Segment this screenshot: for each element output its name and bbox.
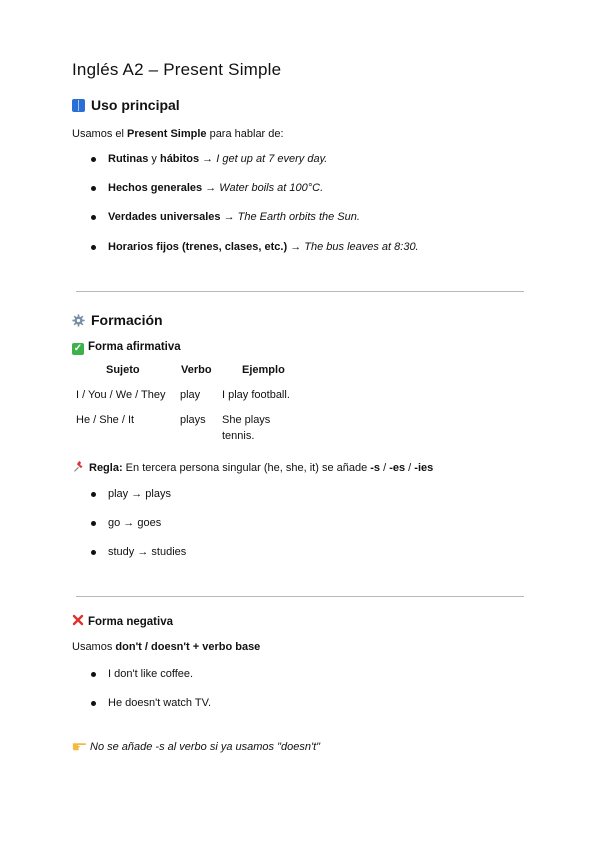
page-title: Inglés A2 – Present Simple xyxy=(72,60,282,79)
divider xyxy=(76,596,524,597)
list-item: Horarios fijos (trenes, clases, etc.) → The bus leaves at 8:30. xyxy=(108,241,419,253)
book-icon xyxy=(72,99,85,112)
bullet xyxy=(91,215,96,220)
table-cell: I play football. xyxy=(222,389,290,401)
list-item: He doesn't watch TV. xyxy=(108,697,211,709)
cross-icon xyxy=(72,614,84,626)
bullet xyxy=(91,157,96,162)
list-item: Verdades universales → The Earth orbits the Sun. xyxy=(108,211,360,223)
table-cell: I / You / We / They xyxy=(76,389,166,401)
bullet xyxy=(91,550,96,555)
bullet xyxy=(91,186,96,191)
gear-icon xyxy=(72,314,85,327)
rule-note: Regla: En tercera persona singular (he, she, it) se añade -s / -es / -ies xyxy=(72,460,433,474)
bullet xyxy=(91,492,96,497)
negativa-intro: Usamos don't / doesn't + verbo base xyxy=(72,641,261,653)
negativa-note: No se añade -s al verbo si ya usamos "doesn't" xyxy=(72,739,320,753)
section-heading-formacion xyxy=(72,312,163,328)
table-cell: play xyxy=(180,389,201,401)
section-heading-formacion-text: Formación xyxy=(91,312,163,328)
pointing-hand-icon xyxy=(72,739,86,751)
table-header-ejemplo: Ejemplo xyxy=(242,364,285,376)
section-heading-uso-text: Uso principal xyxy=(91,97,180,113)
bullet xyxy=(91,521,96,526)
subheading-afirmativa: ✓ Forma afirmativa xyxy=(73,341,181,354)
list-item: play → plays xyxy=(108,488,171,500)
list-item: Hechos generales → Water boils at 100°C. xyxy=(108,182,324,194)
section-heading-uso xyxy=(72,97,180,113)
list-item: go → goes xyxy=(108,517,162,529)
subheading-negativa: Forma negativa xyxy=(72,614,173,628)
list-item: Rutinas y hábitos → I get up at 7 every day. xyxy=(108,153,328,165)
uso-intro: Usamos el Present Simple para hablar de: xyxy=(72,128,284,140)
bullet xyxy=(91,701,96,706)
table-header-verbo: Verbo xyxy=(181,364,212,376)
bullet xyxy=(91,245,96,250)
table-cell: She plays xyxy=(222,414,271,426)
table-header-sujeto: Sujeto xyxy=(106,364,140,376)
table-cell: tennis. xyxy=(222,430,255,442)
pushpin-icon xyxy=(72,460,85,473)
check-icon: ✓ xyxy=(73,343,83,354)
list-item: I don't like coffee. xyxy=(108,668,194,680)
bullet xyxy=(91,672,96,677)
table-cell: He / She / It xyxy=(76,414,135,426)
divider xyxy=(76,291,524,292)
table-cell: plays xyxy=(180,414,206,426)
list-item: study → studies xyxy=(108,546,187,558)
